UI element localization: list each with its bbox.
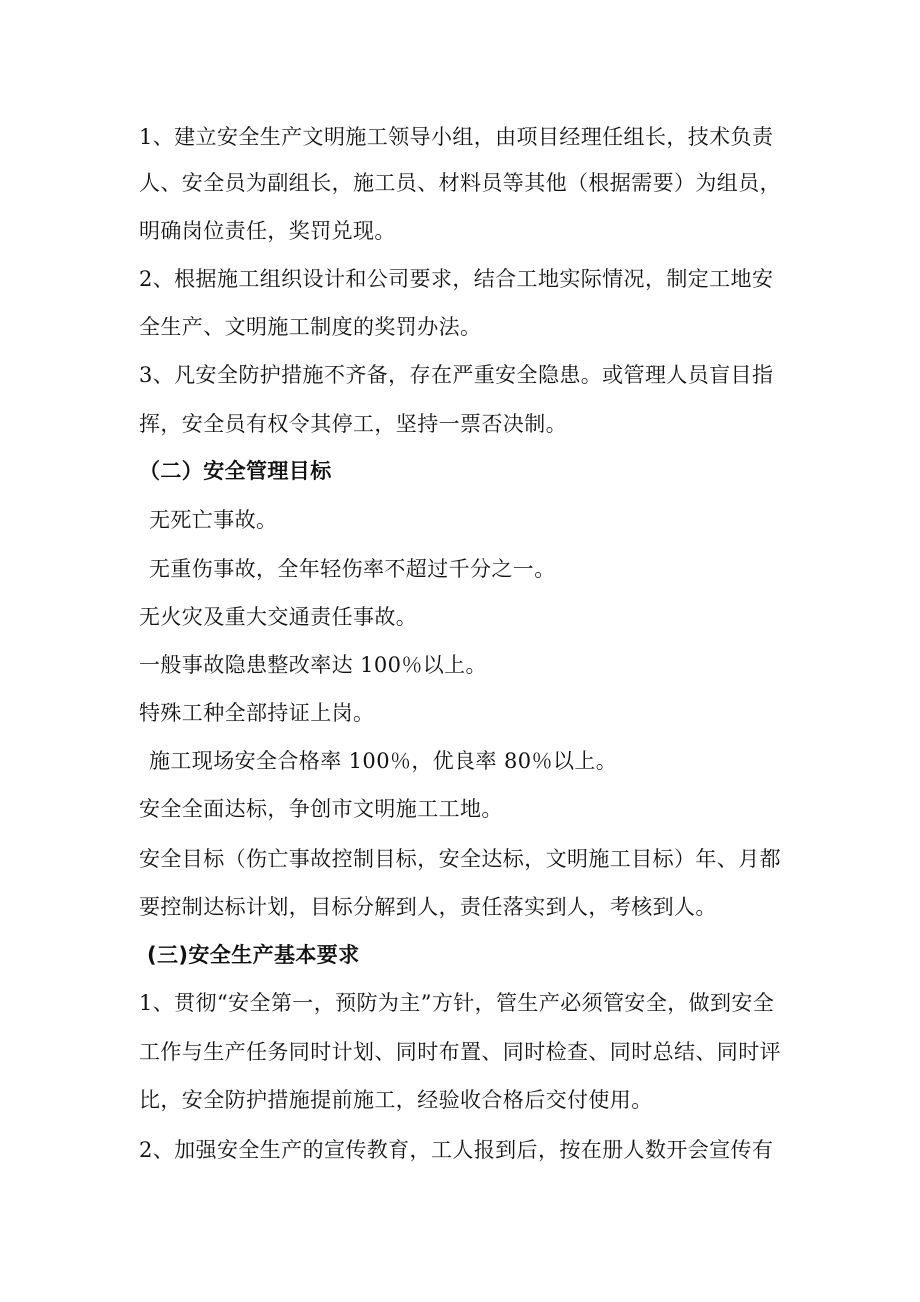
section-heading: （二）安全管理目标 [139, 459, 332, 483]
text-line: 2、根据施工组织设计和公司要求，结合工地实际情况，制定工地安 [139, 267, 774, 291]
text-line: 安全目标（伤亡事故控制目标，安全达标，文明施工目标）年、月都 [139, 847, 781, 871]
text-line: 无死亡事故。 [149, 508, 278, 532]
text-line: 3、凡安全防护措施不齐备，存在严重安全隐患。或管理人员盲目指 [139, 363, 774, 387]
text-line: 一般事故隐患整改率达 100％以上。 [139, 653, 487, 677]
text-line: 1、贯彻“安全第一，预防为主”方针，管生产必须管安全，做到安全 [139, 991, 775, 1015]
text-line: 施工现场安全合格率 100％，优良率 80％以上。 [149, 749, 618, 773]
text-line: 无火灾及重大交通责任事故。 [139, 605, 418, 629]
text-line: 比，安全防护措施提前施工，经验收合格后交付使用。 [139, 1088, 653, 1112]
text-line: 1、建立安全生产文明施工领导小组，由项目经理任组长，技术负责 [139, 125, 774, 149]
text-line: 2、加强安全生产的宣传教育，工人报到后，按在册人数开会宣传有 [139, 1138, 774, 1162]
text-line: 无重伤事故，全年轻伤率不超过千分之一。 [149, 557, 556, 581]
text-line: 全生产、文明施工制度的奖罚办法。 [139, 315, 482, 339]
text-line: 工作与生产任务同时计划、同时布置、同时检查、同时总结、同时评 [139, 1040, 781, 1064]
text-line: 明确岗位责任，奖罚兑现。 [139, 219, 396, 243]
text-line: 人、安全员为副组长，施工员、材料员等其他（根据需要）为组员， [139, 171, 781, 195]
text-line: 挥，安全员有权令其停工，坚持一票否决制。 [139, 412, 567, 436]
text-line: 要控制达标计划，目标分解到人，责任落实到人，考核到人。 [139, 895, 717, 919]
text-line: 安全全面达标，争创市文明施工工地。 [139, 797, 503, 821]
text-line: 特殊工种全部持证上岗。 [139, 701, 375, 725]
section-heading: (三)安全生产基本要求 [147, 943, 360, 967]
